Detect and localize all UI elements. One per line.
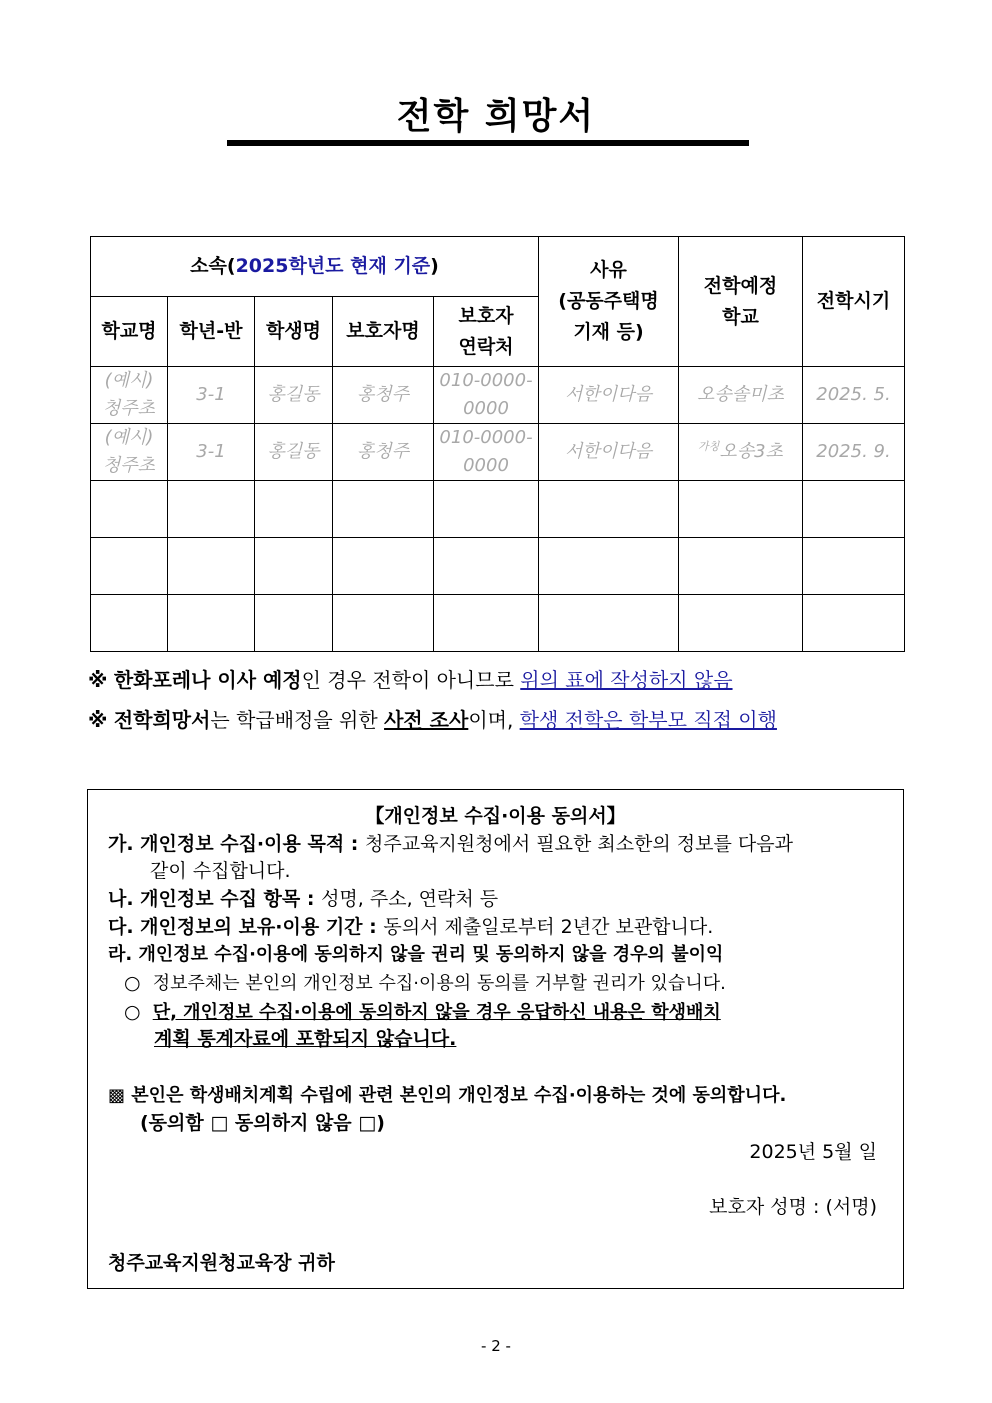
guardian-name-header: 보호자명 [333, 297, 434, 367]
target-school-header [679, 237, 803, 367]
empty-cell[interactable] [679, 538, 803, 595]
consent-bullet-1 [124, 971, 726, 996]
consent-addressee: 청주교육지원청교육장 귀하 [108, 1252, 335, 1274]
cell-line: 청주초 [102, 398, 156, 419]
student-cell: 홍길동 [255, 424, 333, 481]
cell-line: 010-0000- [439, 370, 533, 391]
consent-form [87, 789, 904, 1289]
note-blue-text: 학생 전학은 학부모 직접 이행 [519, 708, 777, 732]
consent-bullet-2 [124, 1000, 721, 1025]
empty-cell[interactable] [539, 595, 679, 652]
empty-cell[interactable] [168, 595, 255, 652]
timing-cell: 2025. 5. [803, 367, 905, 424]
cell-line: (예시) [104, 427, 154, 448]
consent-bullet-2-cont: 계획 통계자료에 포함되지 않습니다. [154, 1028, 457, 1050]
note-bold-text: 한화포레나 이사 예정 [113, 668, 302, 692]
empty-row [91, 595, 905, 652]
affiliation-year: 2025학년도 현재 기준 [235, 255, 431, 277]
empty-cell[interactable] [333, 595, 434, 652]
cell-line: 청주초 [102, 455, 156, 476]
grade-class-cell: 3-1 [168, 424, 255, 481]
title-underline [227, 140, 749, 146]
empty-cell[interactable] [434, 595, 539, 652]
statement-text: 본인은 학생배치계획 수립에 관련 본인의 개인정보 수집·이용하는 것에 동의합니다. [131, 1085, 787, 1106]
guardian-cell: 홍청주 [333, 424, 434, 481]
consent-item-label: 다. 개인정보의 보유·이용 기간 : [108, 916, 384, 938]
empty-row [91, 538, 905, 595]
guardian-cell: 홍청주 [333, 367, 434, 424]
reason-cell: 서한이다음 [539, 424, 679, 481]
target-school-cell [679, 424, 803, 481]
note-bold-text: 전학희망서 [113, 708, 211, 732]
bullet-icon: ○ [124, 1001, 141, 1023]
note-blue-text: 위의 표에 작성하지 않음 [520, 668, 733, 692]
empty-cell[interactable] [434, 538, 539, 595]
target-name: 오송솔미초 [697, 384, 784, 405]
consent-bullet-text: 단, 개인정보 수집·이용에 동의하지 않을 경우 응답하신 내용은 학생배치 [152, 1002, 721, 1023]
reason-header [539, 237, 679, 367]
note-underlined-text: 사전 조사 [384, 708, 469, 732]
note-text: 이며, [468, 708, 520, 732]
note-mark: ※ [88, 668, 108, 692]
note-1 [88, 664, 733, 693]
consent-item-da [108, 915, 713, 939]
student-name-header: 학생명 [255, 297, 333, 367]
target-school-header-line: 전학예정 [703, 274, 778, 297]
grade-class-cell: 3-1 [168, 367, 255, 424]
reason-header-line: (공동주택명 [558, 290, 659, 312]
empty-cell[interactable] [168, 481, 255, 538]
target-prefix: 가칭 [698, 440, 720, 453]
reason-header-line: 기재 등) [573, 321, 644, 343]
cell-line: 0000 [463, 455, 509, 476]
consent-item-ga [108, 832, 793, 856]
empty-cell[interactable] [539, 481, 679, 538]
empty-cell[interactable] [333, 481, 434, 538]
empty-cell[interactable] [91, 481, 168, 538]
empty-cell[interactable] [803, 595, 905, 652]
grade-class-header: 학년-반 [168, 297, 255, 367]
note-mark: ※ [88, 708, 108, 732]
guardian-signature: 보호자 성명 : (서명) [709, 1196, 877, 1218]
empty-cell[interactable] [91, 538, 168, 595]
empty-cell[interactable] [803, 538, 905, 595]
empty-cell[interactable] [168, 538, 255, 595]
affiliation-label: 소속( [190, 255, 236, 277]
empty-cell[interactable] [333, 538, 434, 595]
consent-heading: 【개인정보 수집·이용 동의서】 [365, 805, 626, 827]
target-school-header-line: 학교 [722, 305, 759, 328]
table-row [91, 367, 905, 424]
empty-cell[interactable] [679, 595, 803, 652]
contact-cell [434, 424, 539, 481]
empty-cell[interactable] [803, 481, 905, 538]
empty-cell[interactable] [539, 538, 679, 595]
guardian-contact-header-line: 연락처 [458, 335, 514, 358]
empty-cell[interactable] [255, 595, 333, 652]
timing-header: 전학시기 [803, 237, 905, 367]
consent-item-ga-cont: 같이 수집합니다. [150, 860, 291, 882]
cell-line: 010-0000- [439, 427, 533, 448]
reason-cell: 서한이다음 [539, 367, 679, 424]
consent-item-text: 동의서 제출일로부터 2년간 보관합니다. [383, 916, 714, 938]
transfer-table [90, 236, 905, 652]
consent-bullet-text: 정보주체는 본인의 개인정보 수집·이용의 동의를 거부할 권리가 있습니다. [152, 973, 726, 994]
document-title: 전학 희망서 [396, 96, 596, 137]
note-text: 는 학급배정을 위한 [210, 708, 385, 732]
affiliation-close: ) [430, 255, 439, 277]
target-school-cell [679, 367, 803, 424]
empty-row [91, 481, 905, 538]
guardian-contact-header-line: 보호자 [458, 304, 514, 327]
empty-cell[interactable] [434, 481, 539, 538]
cell-line: 0000 [463, 398, 509, 419]
consent-item-text: 성명, 주소, 연락처 등 [321, 888, 499, 910]
table-row [91, 424, 905, 481]
school-cell [91, 424, 168, 481]
target-name: 오송3초 [719, 441, 783, 462]
consent-item-label: 가. 개인정보 수집·이용 목적 : [108, 833, 366, 855]
empty-cell[interactable] [679, 481, 803, 538]
school-cell [91, 367, 168, 424]
empty-cell[interactable] [255, 538, 333, 595]
school-name-header: 학교명 [91, 297, 168, 367]
reason-header-line: 사유 [590, 259, 627, 281]
note-2 [88, 704, 777, 733]
affiliation-header [91, 237, 539, 297]
contact-cell [434, 367, 539, 424]
student-cell: 홍길동 [255, 367, 333, 424]
consent-item-text: 청주교육지원청에서 필요한 최소한의 정보를 다음과 [365, 833, 793, 855]
empty-cell[interactable] [91, 595, 168, 652]
timing-cell: 2025. 9. [803, 424, 905, 481]
bullet-icon: ○ [124, 972, 141, 994]
note-text: 인 경우 전학이 아니므로 [301, 668, 521, 692]
consent-item-ra: 라. 개인정보 수집·이용에 동의하지 않을 권리 및 동의하지 않을 경우의 불이익 [108, 944, 724, 965]
consent-date: 2025년 5월 일 [749, 1141, 877, 1163]
statement-mark-icon: ▩ [108, 1085, 126, 1106]
cell-line: (예시) [104, 370, 154, 391]
consent-choices[interactable]: (동의함 □ 동의하지 않음 □) [140, 1112, 385, 1134]
consent-item-na [108, 887, 498, 911]
consent-item-label: 나. 개인정보 수집 항목 : [108, 888, 322, 910]
consent-statement [108, 1084, 786, 1108]
guardian-contact-header [434, 297, 539, 367]
page-number: - 2 - [481, 1337, 511, 1355]
empty-cell[interactable] [255, 481, 333, 538]
